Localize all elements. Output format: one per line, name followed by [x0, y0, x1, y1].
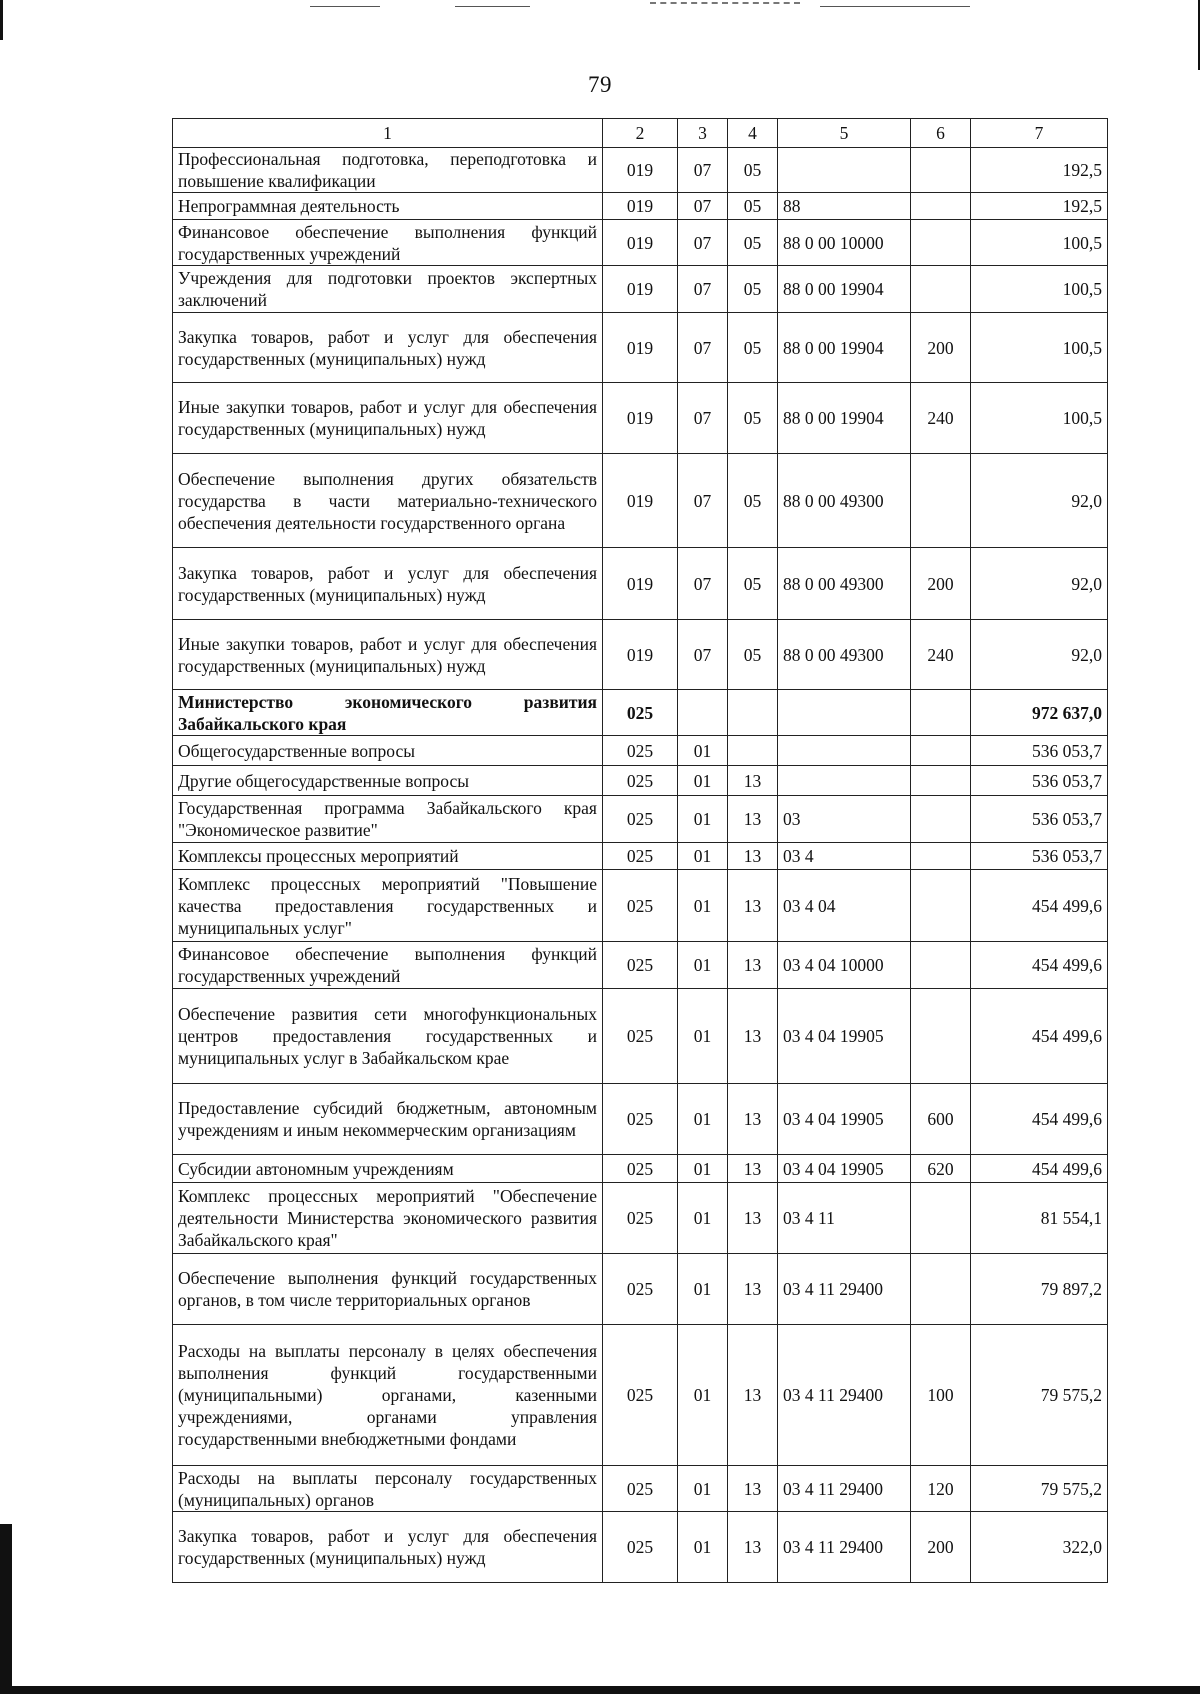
subsection-code-cell: 13	[728, 1155, 778, 1183]
table-row	[173, 843, 1108, 870]
subsection-code-cell: 05	[728, 620, 778, 690]
item-name-cell: Расходы на выплаты персоналу государственных (муниципальных) органов	[173, 1466, 603, 1512]
target-article-cell: 03 4 11 29400	[778, 1254, 911, 1325]
table-row	[173, 1512, 1108, 1583]
column-header: 6	[911, 119, 971, 148]
table-row	[173, 1084, 1108, 1155]
page-number: 79	[588, 72, 612, 97]
item-name-cell: Закупка товаров, работ и услуг для обеспечения государственных (муниципальных) нужд	[173, 313, 603, 383]
section-code-cell: 01	[678, 1325, 728, 1466]
subsection-code-cell: 05	[728, 148, 778, 193]
table-row	[173, 266, 1108, 313]
section-code-cell: 01	[678, 1512, 728, 1583]
expense-type-cell	[911, 1183, 971, 1254]
table-row	[173, 1254, 1108, 1325]
target-article-cell: 88 0 00 19904	[778, 313, 911, 383]
target-article-cell: 88	[778, 193, 911, 220]
expense-type-cell	[911, 454, 971, 548]
target-article-cell: 03 4 04	[778, 870, 911, 942]
amount-cell: 536 053,7	[971, 796, 1108, 843]
amount-cell: 79 897,2	[971, 1254, 1108, 1325]
section-code-cell: 07	[678, 148, 728, 193]
target-article-cell: 03 4 11 29400	[778, 1325, 911, 1466]
section-code-cell: 01	[678, 870, 728, 942]
subsection-code-cell: 05	[728, 383, 778, 454]
column-header: 3	[678, 119, 728, 148]
department-code-cell: 025	[603, 766, 678, 796]
subsection-code-cell	[728, 736, 778, 766]
subsection-code-cell: 05	[728, 220, 778, 266]
expense-type-cell	[911, 843, 971, 870]
amount-cell: 972 637,0	[971, 690, 1108, 736]
amount-cell: 92,0	[971, 454, 1108, 548]
subsection-code-cell: 05	[728, 193, 778, 220]
department-code-cell: 019	[603, 383, 678, 454]
target-article-cell: 88 0 00 10000	[778, 220, 911, 266]
table-row	[173, 1466, 1108, 1512]
item-name-cell: Предоставление субсидий бюджетным, автономным учреждениям и иным некоммерческим организациям	[173, 1084, 603, 1155]
item-name-cell: Учреждения для подготовки проектов экспертных заключений	[173, 266, 603, 313]
target-article-cell	[778, 766, 911, 796]
item-name-cell: Обеспечение выполнения других обязательств государства в части материально-технического обеспечения деятельности государственного органа	[173, 454, 603, 548]
expense-type-cell	[911, 736, 971, 766]
amount-cell: 92,0	[971, 620, 1108, 690]
expense-type-cell: 120	[911, 1466, 971, 1512]
department-code-cell: 019	[603, 193, 678, 220]
item-name-cell: Расходы на выплаты персоналу в целях обеспечения выполнения функций государственными (муниципальными) органами, казенными учреждениями, органами управления государственными внебюджетными фондами	[173, 1325, 603, 1466]
amount-cell: 322,0	[971, 1512, 1108, 1583]
department-code-cell: 025	[603, 796, 678, 843]
target-article-cell	[778, 148, 911, 193]
expense-type-cell	[911, 942, 971, 989]
section-code-cell: 07	[678, 313, 728, 383]
table-row	[173, 620, 1108, 690]
target-article-cell: 03 4 11 29400	[778, 1466, 911, 1512]
table-body	[173, 148, 1108, 1583]
expense-type-cell: 240	[911, 383, 971, 454]
amount-cell: 454 499,6	[971, 989, 1108, 1084]
section-code-cell: 07	[678, 193, 728, 220]
subsection-code-cell: 13	[728, 989, 778, 1084]
section-code-cell: 01	[678, 942, 728, 989]
department-code-cell: 025	[603, 1466, 678, 1512]
table-row	[173, 1183, 1108, 1254]
target-article-cell: 03 4 04 10000	[778, 942, 911, 989]
department-code-cell: 019	[603, 620, 678, 690]
table-row	[173, 454, 1108, 548]
target-article-cell: 88 0 00 19904	[778, 383, 911, 454]
subsection-code-cell: 13	[728, 766, 778, 796]
scan-artifact-line	[310, 6, 380, 7]
subsection-code-cell: 13	[728, 1254, 778, 1325]
target-article-cell: 88 0 00 19904	[778, 266, 911, 313]
table-row	[173, 870, 1108, 942]
section-code-cell: 01	[678, 1466, 728, 1512]
subsection-code-cell: 05	[728, 266, 778, 313]
subsection-code-cell: 13	[728, 1325, 778, 1466]
amount-cell: 536 053,7	[971, 843, 1108, 870]
target-article-cell	[778, 690, 911, 736]
subsection-code-cell: 13	[728, 942, 778, 989]
target-article-cell: 88 0 00 49300	[778, 620, 911, 690]
table-row	[173, 989, 1108, 1084]
item-name-cell: Обеспечение выполнения функций государственных органов, в том числе территориальных органов	[173, 1254, 603, 1325]
amount-cell: 536 053,7	[971, 766, 1108, 796]
item-name-cell: Министерство экономического развития Забайкальского края	[173, 690, 603, 736]
scan-artifact-edge	[0, 0, 3, 40]
department-code-cell: 019	[603, 266, 678, 313]
target-article-cell: 03 4 04 19905	[778, 1155, 911, 1183]
expense-type-cell	[911, 148, 971, 193]
item-name-cell: Другие общегосударственные вопросы	[173, 766, 603, 796]
expense-type-cell	[911, 1254, 971, 1325]
subsection-code-cell	[728, 690, 778, 736]
table-row	[173, 383, 1108, 454]
target-article-cell: 03 4	[778, 843, 911, 870]
table-row	[173, 942, 1108, 989]
department-code-cell: 025	[603, 1254, 678, 1325]
expense-type-cell: 200	[911, 313, 971, 383]
expense-type-cell	[911, 266, 971, 313]
expense-type-cell: 240	[911, 620, 971, 690]
subsection-code-cell: 13	[728, 843, 778, 870]
item-name-cell: Комплекс процессных мероприятий "Обеспечение деятельности Министерства экономического развития Забайкальского края"	[173, 1183, 603, 1254]
expense-type-cell	[911, 989, 971, 1084]
section-code-cell: 07	[678, 266, 728, 313]
item-name-cell: Непрограммная деятельность	[173, 193, 603, 220]
expense-type-cell	[911, 220, 971, 266]
department-code-cell: 019	[603, 148, 678, 193]
expense-type-cell: 100	[911, 1325, 971, 1466]
section-code-cell: 01	[678, 989, 728, 1084]
table-row	[173, 1155, 1108, 1183]
expense-type-cell: 200	[911, 548, 971, 620]
department-code-cell: 019	[603, 454, 678, 548]
item-name-cell: Закупка товаров, работ и услуг для обеспечения государственных (муниципальных) нужд	[173, 548, 603, 620]
target-article-cell: 03	[778, 796, 911, 843]
department-code-cell: 025	[603, 690, 678, 736]
amount-cell: 79 575,2	[971, 1325, 1108, 1466]
table-row	[173, 148, 1108, 193]
table-row	[173, 220, 1108, 266]
header-row	[173, 119, 1108, 148]
item-name-cell: Общегосударственные вопросы	[173, 736, 603, 766]
section-code-cell: 07	[678, 620, 728, 690]
department-code-cell: 025	[603, 989, 678, 1084]
subsection-code-cell: 13	[728, 870, 778, 942]
target-article-cell: 03 4 04 19905	[778, 1084, 911, 1155]
column-header: 7	[971, 119, 1108, 148]
subsection-code-cell: 13	[728, 1466, 778, 1512]
subsection-code-cell: 05	[728, 454, 778, 548]
table-row	[173, 193, 1108, 220]
department-code-cell: 025	[603, 942, 678, 989]
department-code-cell: 019	[603, 220, 678, 266]
column-header: 1	[173, 119, 603, 148]
department-code-cell: 025	[603, 870, 678, 942]
target-article-cell: 03 4 04 19905	[778, 989, 911, 1084]
table-row	[173, 1325, 1108, 1466]
expense-type-cell: 600	[911, 1084, 971, 1155]
item-name-cell: Государственная программа Забайкальского края "Экономическое развитие"	[173, 796, 603, 843]
table-row	[173, 736, 1108, 766]
section-code-cell: 01	[678, 736, 728, 766]
expense-type-cell	[911, 870, 971, 942]
section-code-cell: 07	[678, 383, 728, 454]
department-code-cell: 025	[603, 1155, 678, 1183]
subsection-code-cell: 05	[728, 313, 778, 383]
table-row	[173, 766, 1108, 796]
department-code-cell: 025	[603, 1325, 678, 1466]
table-row	[173, 690, 1108, 736]
subsection-code-cell: 13	[728, 1512, 778, 1583]
section-code-cell: 01	[678, 843, 728, 870]
scan-artifact-line	[820, 6, 970, 7]
section-code-cell	[678, 690, 728, 736]
amount-cell: 100,5	[971, 313, 1108, 383]
subsection-code-cell: 13	[728, 1084, 778, 1155]
amount-cell: 79 575,2	[971, 1466, 1108, 1512]
section-code-cell: 01	[678, 796, 728, 843]
column-header: 2	[603, 119, 678, 148]
item-name-cell: Комплекс процессных мероприятий "Повышение качества предоставления государственных и муниципальных услуг"	[173, 870, 603, 942]
amount-cell: 100,5	[971, 266, 1108, 313]
subsection-code-cell: 05	[728, 548, 778, 620]
scan-artifact-line	[650, 2, 800, 4]
section-code-cell: 07	[678, 220, 728, 266]
expense-type-cell	[911, 193, 971, 220]
subsection-code-cell: 13	[728, 796, 778, 843]
section-code-cell: 01	[678, 1084, 728, 1155]
item-name-cell: Закупка товаров, работ и услуг для обеспечения государственных (муниципальных) нужд	[173, 1512, 603, 1583]
target-article-cell: 03 4 11	[778, 1183, 911, 1254]
target-article-cell	[778, 736, 911, 766]
amount-cell: 536 053,7	[971, 736, 1108, 766]
table-row	[173, 313, 1108, 383]
amount-cell: 454 499,6	[971, 870, 1108, 942]
expense-type-cell: 620	[911, 1155, 971, 1183]
expense-type-cell	[911, 690, 971, 736]
budget-table	[172, 118, 1108, 1583]
amount-cell: 100,5	[971, 220, 1108, 266]
amount-cell: 454 499,6	[971, 1084, 1108, 1155]
scan-artifact-edge	[0, 1524, 12, 1694]
amount-cell: 92,0	[971, 548, 1108, 620]
item-name-cell: Иные закупки товаров, работ и услуг для обеспечения государственных (муниципальных) нужд	[173, 620, 603, 690]
subsection-code-cell: 13	[728, 1183, 778, 1254]
amount-cell: 192,5	[971, 193, 1108, 220]
item-name-cell: Финансовое обеспечение выполнения функций государственных учреждений	[173, 220, 603, 266]
section-code-cell: 07	[678, 548, 728, 620]
item-name-cell: Субсидии автономным учреждениям	[173, 1155, 603, 1183]
item-name-cell: Иные закупки товаров, работ и услуг для обеспечения государственных (муниципальных) нужд	[173, 383, 603, 454]
department-code-cell: 019	[603, 313, 678, 383]
expense-type-cell: 200	[911, 1512, 971, 1583]
department-code-cell: 025	[603, 843, 678, 870]
section-code-cell: 01	[678, 766, 728, 796]
target-article-cell: 88 0 00 49300	[778, 548, 911, 620]
column-header: 5	[778, 119, 911, 148]
item-name-cell: Обеспечение развития сети многофункциональных центров предоставления государственных и муниципальных услуг в Забайкальском крае	[173, 989, 603, 1084]
section-code-cell: 01	[678, 1254, 728, 1325]
expense-type-cell	[911, 766, 971, 796]
item-name-cell: Профессиональная подготовка, переподготовка и повышение квалификации	[173, 148, 603, 193]
amount-cell: 100,5	[971, 383, 1108, 454]
department-code-cell: 019	[603, 548, 678, 620]
scan-artifact-edge	[0, 1686, 1200, 1694]
target-article-cell: 88 0 00 49300	[778, 454, 911, 548]
section-code-cell: 07	[678, 454, 728, 548]
amount-cell: 81 554,1	[971, 1183, 1108, 1254]
item-name-cell: Финансовое обеспечение выполнения функций государственных учреждений	[173, 942, 603, 989]
department-code-cell: 025	[603, 1084, 678, 1155]
amount-cell: 454 499,6	[971, 942, 1108, 989]
amount-cell: 454 499,6	[971, 1155, 1108, 1183]
section-code-cell: 01	[678, 1183, 728, 1254]
target-article-cell: 03 4 11 29400	[778, 1512, 911, 1583]
section-code-cell: 01	[678, 1155, 728, 1183]
department-code-cell: 025	[603, 1183, 678, 1254]
column-header: 4	[728, 119, 778, 148]
amount-cell: 192,5	[971, 148, 1108, 193]
department-code-cell: 025	[603, 1512, 678, 1583]
table-row	[173, 548, 1108, 620]
expense-type-cell	[911, 796, 971, 843]
scan-artifact-line	[455, 6, 530, 7]
item-name-cell: Комплексы процессных мероприятий	[173, 843, 603, 870]
table-row	[173, 796, 1108, 843]
department-code-cell: 025	[603, 736, 678, 766]
